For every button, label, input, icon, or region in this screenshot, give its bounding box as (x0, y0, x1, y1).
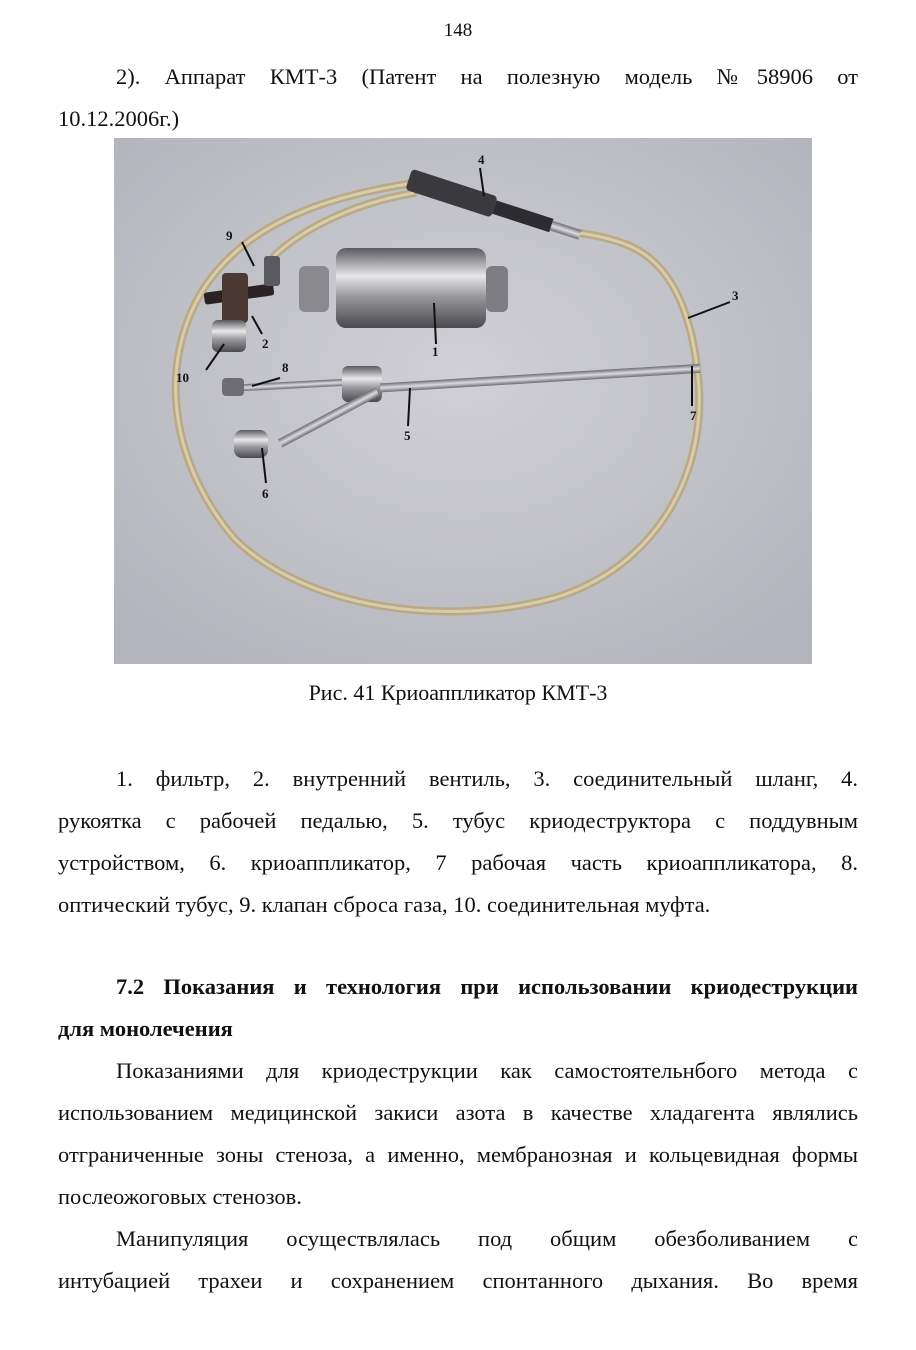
legend-line-3: устройством, 6. криоаппликатор, 7 рабочая часть криоаппликатора, 8. (58, 850, 858, 875)
figure-label-9: 9 (226, 228, 233, 243)
figure-label-7: 7 (690, 408, 697, 423)
legend-line-1: 1. фильтр, 2. внутренний вентиль, 3. соединительный шланг, 4. (116, 766, 858, 791)
section-heading-line-2: для монолечения (58, 1016, 233, 1041)
legend-line-4: оптический тубус, 9. клапан сброса газа, 10. соединительная муфта. (58, 892, 711, 917)
paragraph1-line-4: послеожоговых стенозов. (58, 1184, 302, 1209)
paragraph2-line-2: интубацией трахеи и сохранением спонтанного дыхания. Во время (58, 1268, 858, 1293)
figure-caption: Рис. 41 Криоаппликатор КМТ-3 (308, 680, 608, 705)
figure-label-2: 2 (262, 336, 269, 351)
figure-label-5: 5 (404, 428, 411, 443)
section-heading (58, 966, 858, 1050)
paragraph2-line-1: Манипуляция осуществлялась под общим обезболиванием с (116, 1226, 858, 1251)
section-heading-line-1: 7.2 Показания и технология при использовании криодеструкции (116, 974, 858, 999)
paragraph1-line-1: Показаниями для криодеструкции как самостоятельнбого метода с (116, 1058, 858, 1083)
intro-line-1: 2). Аппарат КМТ-3 (Патент на полезную модель №58906 от (116, 64, 858, 89)
intro-line-2: 10.12.2006г.) (58, 106, 180, 131)
paragraph1-line-2: использованием медицинской закиси азота в качестве хладагента являлись (58, 1100, 858, 1125)
page-number: 148 (443, 20, 473, 41)
figure-label-8: 8 (282, 360, 289, 375)
figure-label-4: 4 (478, 152, 485, 167)
figure-label-6: 6 (262, 486, 269, 501)
figure-label-10: 10 (176, 370, 189, 385)
paragraph1-line-3: отграниченные зоны стеноза, а именно, мембранозная и кольцевидная формы (58, 1142, 858, 1167)
legend-line-2: рукоятка с рабочей педалью, 5. тубус криодеструктора с поддувным (58, 808, 858, 833)
figure-photo (114, 138, 812, 664)
figure-label-3: 3 (732, 288, 739, 303)
figure-label-1: 1 (432, 344, 439, 359)
